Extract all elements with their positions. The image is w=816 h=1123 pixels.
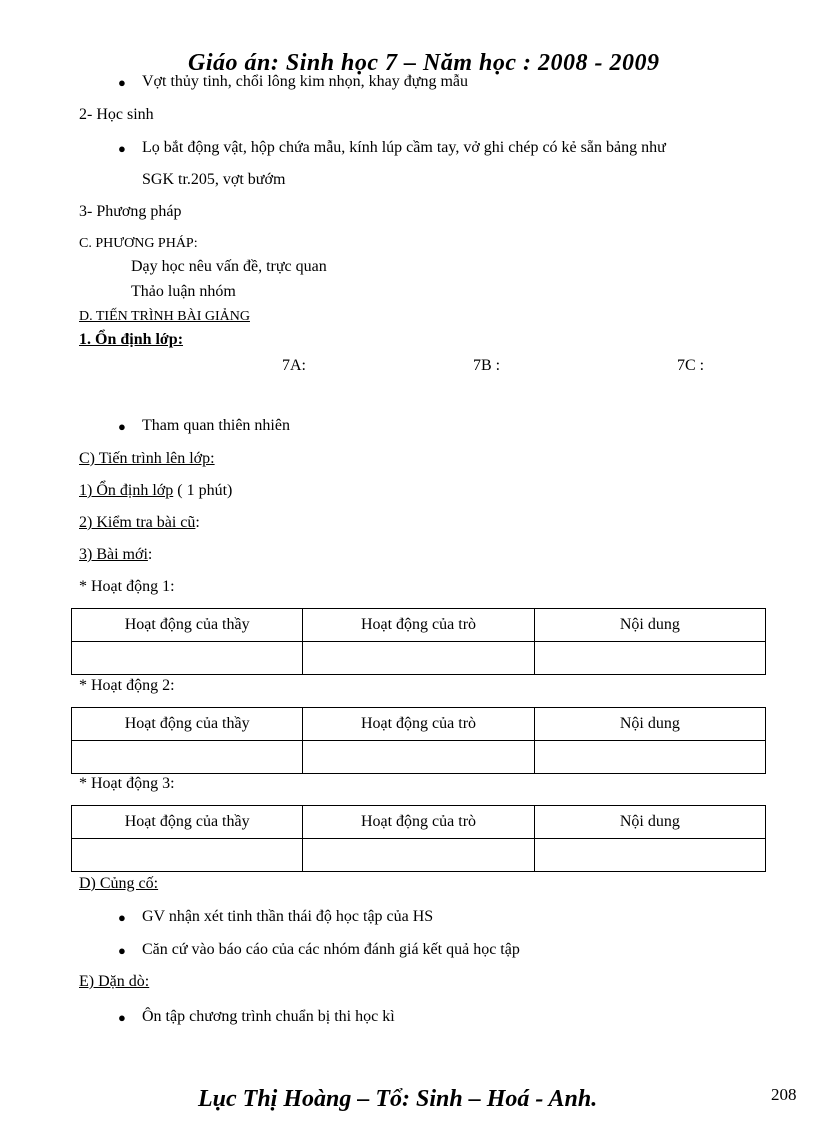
consolidate-heading: D) Củng cố:: [79, 875, 159, 892]
step-3: [79, 546, 152, 564]
step-3-colon: :: [147, 546, 153, 563]
homework-heading: E) Dặn dò:: [79, 973, 150, 990]
step-2-label: 2) Kiểm tra bài cũ: [79, 514, 196, 531]
table-header-row: [72, 609, 766, 642]
method-heading: 3- Phương pháp: [79, 203, 182, 220]
header-teacher: Hoạt động của thầy: [72, 806, 303, 839]
activity-1-table: [71, 608, 766, 675]
table-row: [72, 642, 766, 675]
page-number: 208: [771, 1085, 797, 1104]
class-7b: 7B :: [473, 357, 501, 374]
class-7c: 7C :: [677, 357, 705, 374]
equipment-bullet: Vợt thủy tinh, chổi lông kim nhọn, khay đựng mẫu: [142, 73, 468, 90]
activity-2-label: * Hoạt động 2:: [79, 677, 175, 694]
table-header-row: [72, 708, 766, 741]
header-teacher: Hoạt động của thầy: [72, 609, 303, 642]
section-c-heading: C. PHƯƠNG PHÁP:: [79, 236, 198, 251]
consolidate-bullet-2: Căn cứ vào báo cáo của các nhóm đánh giá kết quả học tập: [142, 941, 520, 958]
header-student: Hoạt động của trò: [303, 708, 534, 741]
step-2-colon: :: [195, 514, 200, 531]
table-header-row: [72, 806, 766, 839]
step-3-label: 3) Bài mới: [79, 546, 148, 563]
header-student: Hoạt động của trò: [303, 609, 534, 642]
method-item-1: Dạy học nêu vấn đề, trực quan: [131, 258, 327, 275]
header-content: Nội dung: [534, 806, 765, 839]
consolidate-bullet-1: GV nhận xét tinh thần thái độ học tập của HS: [142, 908, 434, 925]
homework-bullet-1: Ôn tập chương trình chuẩn bị thi học kì: [142, 1008, 395, 1025]
student-heading: 2- Học sinh: [79, 106, 154, 123]
bullet-marker: ●: [118, 943, 126, 958]
method-item-2: Thảo luận nhóm: [131, 283, 236, 300]
progress-heading: C) Tiến trình lên lớp:: [79, 450, 215, 467]
activity-3-table: [71, 805, 766, 872]
step-1-label: 1) Ổn định lớp: [79, 482, 174, 499]
stabilize-heading: 1. Ổn định lớp:: [79, 331, 184, 348]
class-7a: 7A:: [282, 357, 306, 374]
nature-bullet: Tham quan thiên nhiên: [142, 417, 290, 434]
header-content: Nội dung: [534, 609, 765, 642]
bullet-marker: ●: [118, 910, 126, 925]
header-teacher: Hoạt động của thầy: [72, 708, 303, 741]
table-row: [72, 741, 766, 774]
activity-3-label: * Hoạt động 3:: [79, 775, 175, 792]
table-row: [72, 839, 766, 872]
header-student: Hoạt động của trò: [303, 806, 534, 839]
bullet-marker: ●: [118, 75, 126, 90]
bullet-marker: ●: [118, 419, 126, 434]
header-content: Nội dung: [534, 708, 765, 741]
bullet-marker: ●: [118, 141, 126, 156]
step-1-time: ( 1 phút): [173, 482, 233, 499]
step-2: [79, 514, 200, 532]
page-header: Giáo án: Sinh học 7 – Năm học : 2008 - 2009: [188, 50, 660, 76]
activity-1-label: * Hoạt động 1:: [79, 578, 175, 595]
bullet-marker: ●: [118, 1010, 126, 1025]
section-d-heading: D. TIẾN TRÌNH BÀI GIẢNG: [79, 309, 250, 324]
student-materials-line2: SGK tr.205, vợt bướm: [142, 171, 286, 188]
page-footer: Lục Thị Hoàng – Tổ: Sinh – Hoá - Anh.: [198, 1086, 598, 1112]
student-materials-line1: Lọ bắt động vật, hộp chứa mẫu, kính lúp cầm tay, vở ghi chép có kẻ sẵn bảng như: [142, 139, 666, 156]
step-1: [79, 482, 232, 500]
activity-2-table: [71, 707, 766, 774]
